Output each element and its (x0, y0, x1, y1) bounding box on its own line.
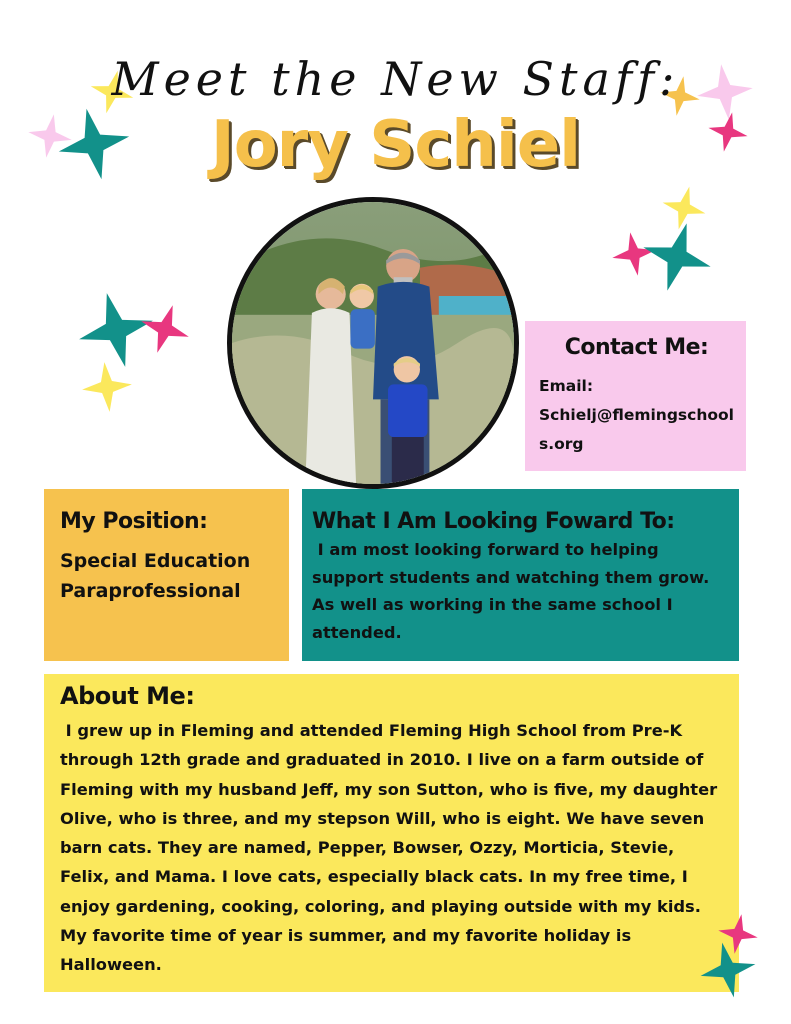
about-box (44, 674, 739, 992)
looking-forward-box (302, 489, 739, 661)
email-address[interactable]: Schielj@flemingschools.org (539, 406, 734, 453)
looking-forward-heading: What I Am Looking Foward To: (312, 509, 675, 534)
subtitle: Meet the New Staff: (111, 52, 680, 106)
star-icon (700, 942, 756, 998)
email-label: Email: (539, 377, 594, 395)
position-box (44, 489, 289, 661)
family-photo-icon (232, 202, 514, 484)
about-text: I grew up in Fleming and attended Fleming High School from Pre-K through 12th grade and graduated in 2010. I live on a farm outside of Fleming with my husband Jeff, my son Sutton, who is five, my daughter Olive, who is three, and my stepson Will, who is eight. We have seven barn cats. They are named, Pepper, Bowser, Ozzy, Morticia, Stevie, Felix, and Mama. I love cats, especially black cats. In my free time, I enjoy gardening, cooking, coloring, and playing outside with my kids. My favorite time of year is summer, and my favorite holiday is Halloween. (60, 721, 723, 975)
star-icon (642, 222, 712, 292)
profile-photo (227, 197, 519, 489)
page-title: Jory Schiel (210, 108, 581, 182)
star-icon (82, 362, 132, 412)
contact-box (525, 321, 746, 471)
position-heading: My Position: (60, 509, 208, 534)
position-title-line1: Special Education (60, 550, 251, 572)
looking-forward-text: I am most looking forward to helping support students and watching them grow. As well as working in the same school I attended. (312, 540, 715, 642)
position-title-line2: Paraprofessional (60, 580, 241, 602)
contact-heading: Contact Me: (564, 335, 709, 360)
about-heading: About Me: (60, 682, 195, 710)
star-icon (140, 304, 190, 354)
